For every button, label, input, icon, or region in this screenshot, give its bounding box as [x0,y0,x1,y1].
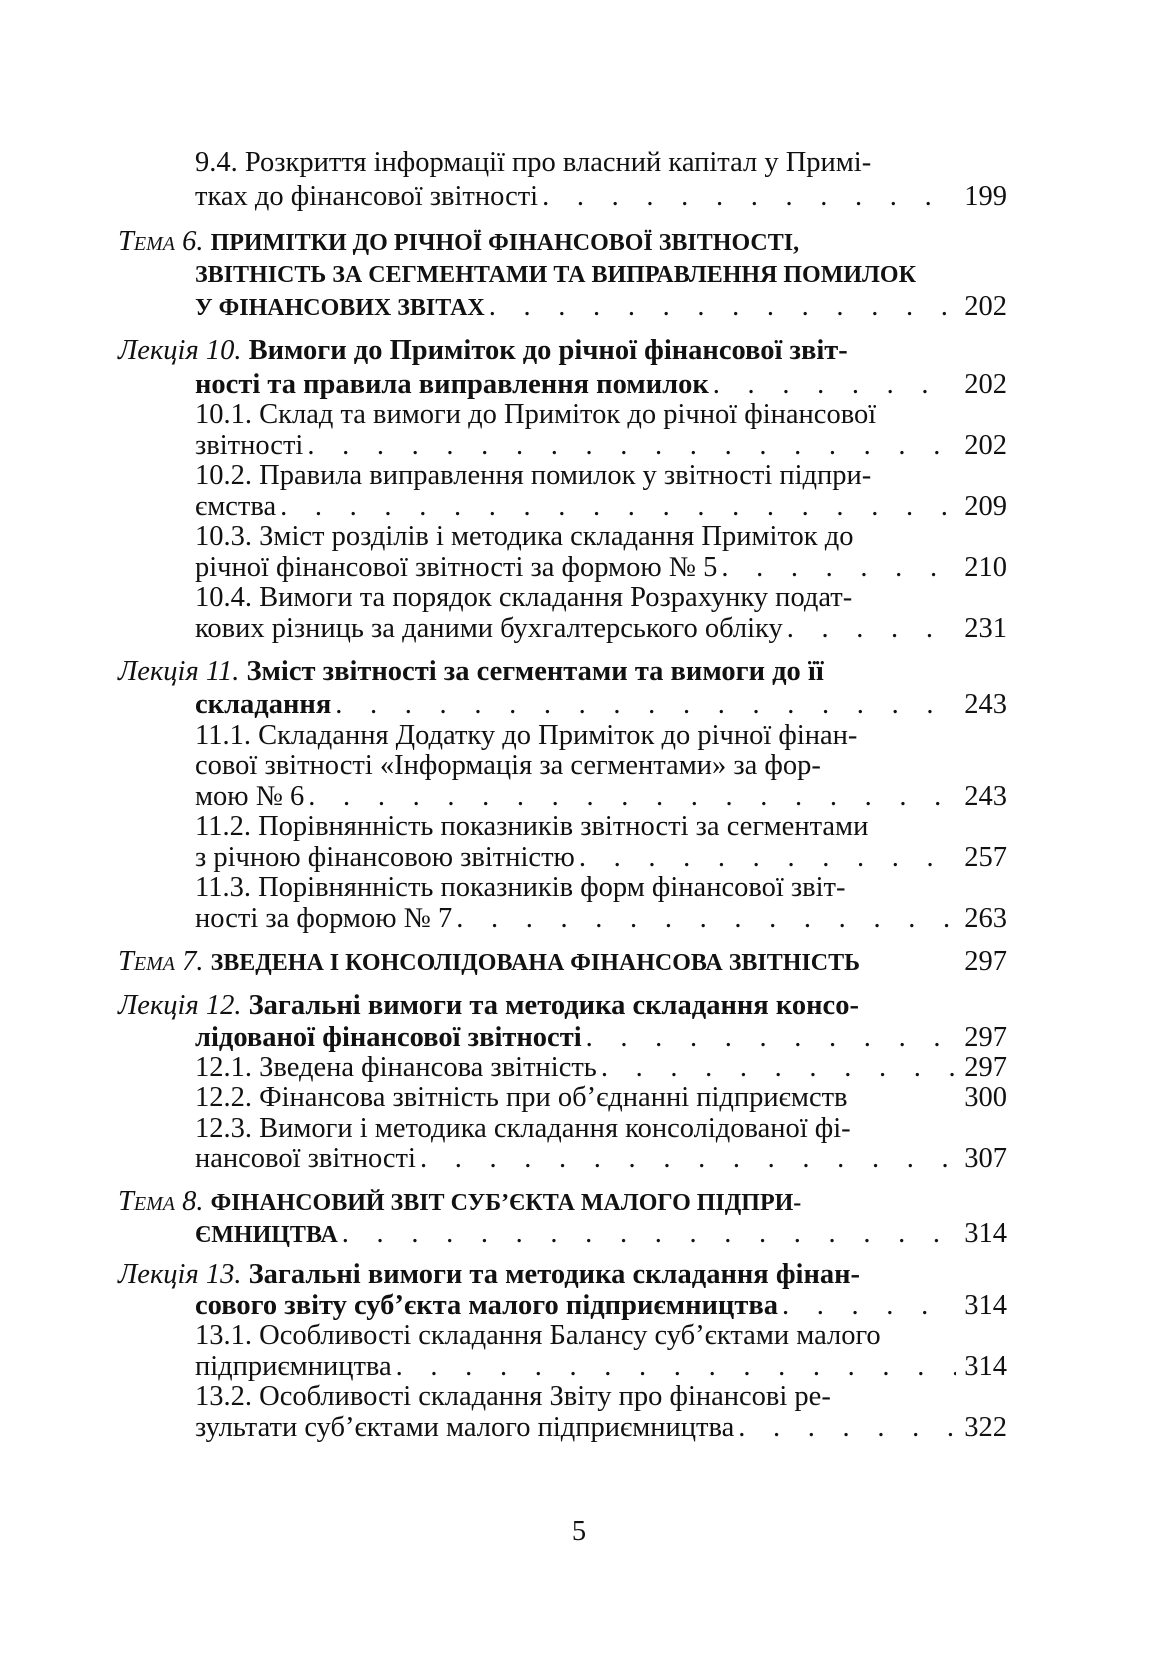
topic-6-heading-line2: ЗВІТНІСТЬ ЗА СЕГМЕНТАМИ ТА ВИПРАВЛЕННЯ ПОМИЛОК [195,262,916,288]
leader-dots [582,1021,957,1055]
leader-dots [338,1217,956,1251]
lecture-11-heading-line1: Лекція 11. Зміст звітності за сегментами та вимоги до її [118,656,824,687]
lecture-12-heading-line2: лідованої фінансової звітності . . . 297 [195,1021,1007,1055]
toc-entry-11-3-line2: ності за формою № 7 . . . 263 [195,902,1007,936]
leader-dots [304,780,956,814]
page-ref: 297 [964,1022,1007,1053]
toc-entry-11-3-line1: 11.3. Порівнянність показників форм фінансової звіт- [195,872,846,903]
page-ref: 297 [964,1052,1007,1083]
page-ref: 231 [964,613,1007,644]
toc-entry-13-2-line1: 13.2. Особливості складання Звіту про фінансові ре- [195,1381,831,1412]
page-ref: 297 [964,946,1007,977]
page-ref: 300 [964,1082,1007,1113]
page-ref: 202 [964,291,1007,322]
page-ref: 314 [964,1351,1007,1382]
toc-entry-12-3-line2: нансової звітності . . . 307 [195,1142,1007,1176]
toc-entry-10-4-line1: 10.4. Вимоги та порядок складання Розрахунку подат- [195,582,853,613]
topic-8-heading-line2: ЄМНИЦТВА . . . 314 [195,1217,1007,1252]
leader-dots [331,688,956,722]
page-ref: 307 [964,1143,1007,1174]
toc-entry-10-1-line2: звітності . . . 202 [195,429,1007,463]
lecture-13-heading-line1: Лекція 13. Загальні вимоги та методика складання фінан- [118,1259,861,1290]
page-ref: 243 [964,781,1007,812]
toc-entry-10-4-line2: кових різниць за даними бухгалтерського обліку . . . 231 [195,612,1007,646]
toc-entry-11-2-line1: 11.2. Порівнянність показників звітності за сегментами [195,811,869,842]
leader-dots [734,1411,956,1445]
topic-6-heading-line3: У ФІНАНСОВИХ ЗВІТАХ . . . 202 [195,290,1007,325]
leader-dots [303,429,956,463]
leader-dots [276,490,956,524]
leader-dots [709,368,956,402]
page-ref: 257 [964,842,1007,873]
toc-entry-13-2-line2: зультати суб’єктами малого підприємництва . . . 322 [195,1411,1007,1445]
page-ref: 209 [964,491,1007,522]
lecture-13-heading-line2: сового звіту суб’єкта малого підприємництва . . . 314 [195,1289,1007,1323]
page-ref: 314 [964,1290,1007,1321]
leader-dots [597,1051,956,1085]
toc-entry-9-4-line1: 9.4. Розкриття інформації про власний капітал у Примі- [195,147,872,178]
leader-dots [416,1142,956,1176]
leader-dots [717,551,956,585]
leader-dots [392,1350,957,1384]
toc-entry-10-2-line1: 10.2. Правила виправлення помилок у звітності підпри- [195,460,872,491]
page-ref: 199 [964,181,1007,212]
page-ref: 263 [964,903,1007,934]
toc-entry-11-1-line2: сової звітності «Інформація за сегментами» за фор- [195,750,821,781]
topic-7-heading: Тема 7. ЗВЕДЕНА І КОНСОЛІДОВАНА ФІНАНСОВА ЗВІТНІСТЬ 297 [118,946,1007,977]
toc-entry-12-1: 12.1. Зведена фінансова звітність . . . 297 [195,1051,1007,1085]
lecture-10-heading-line1: Лекція 10. Вимоги до Приміток до річної фінансової звіт- [118,335,848,366]
toc-entry-11-1-line1: 11.1. Складання Додатку до Приміток до річної фінан- [195,720,858,751]
toc-entry-10-1-line1: 10.1. Склад та вимоги до Приміток до річної фінансової [195,399,877,430]
toc-entry-9-4-line2: тках до фінансової звітності . . . 199 [195,180,1007,214]
toc-entry-11-2-line2: з річною фінансовою звітністю . . . 257 [195,841,1007,875]
page-ref: 314 [964,1218,1007,1249]
page-ref: 322 [964,1412,1007,1443]
toc-entry-11-1-line3: мою № 6 . . . 243 [195,780,1007,814]
leader-dots [485,290,957,324]
page-number: 5 [571,1516,587,1547]
topic-8-heading-line1: Тема 8. ФІНАНСОВИЙ ЗВІТ СУБ’ЄКТА МАЛОГО ПІДПРИ- [118,1186,802,1217]
topic-6-heading-line1: Тема 6. ПРИМІТКИ ДО РІЧНОЇ ФІНАНСОВОЇ ЗВІТНОСТІ, [118,226,800,257]
page-ref: 202 [964,430,1007,461]
leader-dots [778,1289,956,1323]
leader-dots [575,841,956,875]
toc-entry-13-1-line2: підприємництва . . . 314 [195,1350,1007,1384]
leader-dots [538,180,956,214]
toc-entry-10-2-line2: ємства . . . 209 [195,490,1007,524]
page-ref: 243 [964,689,1007,720]
toc-entry-12-2: 12.2. Фінансова звітність при об’єднанні підприємств 300 [195,1082,1007,1113]
toc-entry-12-3-line1: 12.3. Вимоги і методика складання консолідованої фі- [195,1113,851,1144]
page-ref: 202 [964,369,1007,400]
toc-entry-10-3-line2: річної фінансової звітності за формою № 5 . . . 210 [195,551,1007,585]
leader-dots [452,902,956,936]
toc-entry-13-1-line1: 13.1. Особливості складання Балансу суб’єктами малого [195,1320,881,1351]
leader-dots [783,612,957,646]
lecture-10-heading-line2: ності та правила виправлення помилок . . . 202 [195,368,1007,402]
toc-entry-10-3-line1: 10.3. Зміст розділів і методика складання Приміток до [195,521,854,552]
lecture-12-heading-line1: Лекція 12. Загальні вимоги та методика складання консо- [118,990,859,1021]
lecture-11-heading-line2: складання . . . 243 [195,688,1007,722]
page-ref: 210 [964,552,1007,583]
